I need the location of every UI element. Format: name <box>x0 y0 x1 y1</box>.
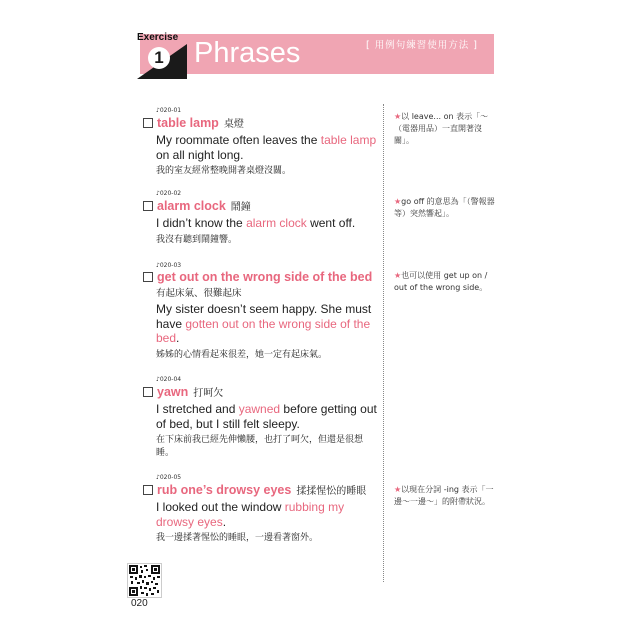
phrase-entry <box>143 376 379 459</box>
phrase-meaning: 桌燈 <box>223 119 244 130</box>
exercise-number: 1 <box>148 47 170 69</box>
phrase-meaning: 鬧鐘 <box>230 202 251 213</box>
phrase-entry <box>143 474 379 545</box>
qr-code-icon[interactable] <box>127 563 162 598</box>
example-sentence: I stretched and yawned before getting out of bed, but I still felt sleepy. <box>156 402 377 431</box>
example-sentence: I didn’t know the alarm clock went off. <box>156 216 356 230</box>
sentence-translation: 我一邊揉著惺忪的睡眼，一邊看著窗外。 <box>156 533 319 543</box>
side-note: ★也可以使用 get up on / out of the wrong side。 <box>394 271 488 292</box>
star-icon: ★ <box>394 271 402 280</box>
exercise-label: Exercise <box>137 32 179 43</box>
checkbox[interactable] <box>143 272 153 282</box>
audio-track-label: ♪020-01 <box>156 107 182 114</box>
sentence-translation: 姊姊的心情看起來很差，她一定有起床氣。 <box>156 349 328 360</box>
phrase-meaning: 有起床氣、很難起床 <box>156 288 242 299</box>
checkbox[interactable] <box>143 387 153 397</box>
side-note: ★go off 的意思為「（警報器等）突然響起」。 <box>394 197 495 218</box>
phrase-term: rub one’s drowsy eyes <box>157 482 292 497</box>
page-title: Phrases <box>194 37 301 69</box>
phrase-term: yawn <box>157 384 189 399</box>
highlighted-phrase: table lamp <box>320 133 377 147</box>
phrase-entry <box>143 262 379 361</box>
star-icon: ★ <box>394 485 402 494</box>
phrase-term: table lamp <box>157 115 219 130</box>
side-note: ★以現在分詞 -ing 表示「一邊～一邊～」的附帶狀況。 <box>394 485 494 506</box>
highlighted-phrase: gotten out on the wrong side of the bed <box>156 316 371 345</box>
checkbox[interactable] <box>143 485 153 495</box>
example-sentence: My sister doesn’t seem happy. She must have gotten out on the wrong side of the bed. <box>156 302 372 345</box>
highlighted-phrase: rubbing my drowsy eyes <box>156 500 345 529</box>
audio-track-label: ♪020-05 <box>156 474 182 481</box>
page-subtitle: [ 用例句練習使用方法 ] <box>366 40 478 51</box>
example-sentence: My roommate often leaves the table lamp on all night long. <box>156 133 377 162</box>
checkbox[interactable] <box>143 118 153 128</box>
sentence-translation: 我的室友經常整晚開著桌燈沒關。 <box>156 166 292 176</box>
audio-track-label: ♪020-02 <box>156 190 182 197</box>
side-note: ★以 leave... on 表示「～（電器用品）一直開著沒關」。 <box>394 112 489 145</box>
phrase-entry <box>143 190 379 246</box>
star-icon: ★ <box>394 112 402 121</box>
column-divider <box>383 104 384 582</box>
example-sentence: I looked out the window rubbing my drowsy eyes. <box>156 500 345 529</box>
page-number: 020 <box>131 598 148 609</box>
star-icon: ★ <box>394 197 402 206</box>
phrase-term: get out on the wrong side of the bed <box>157 270 373 284</box>
highlighted-phrase: alarm clock <box>246 216 307 230</box>
phrase-entry <box>143 107 379 178</box>
sentence-translation: 我沒有聽到鬧鐘響。 <box>156 234 238 245</box>
phrase-term: alarm clock <box>157 198 226 213</box>
highlighted-phrase: yawned <box>238 402 281 416</box>
checkbox[interactable] <box>143 201 153 211</box>
sentence-translation: 在下床前我已經先伸懶腰，也打了呵欠，但還是很想睡。 <box>156 435 364 458</box>
audio-track-label: ♪020-04 <box>156 376 182 383</box>
phrase-meaning: 揉揉惺忪的睡眼 <box>296 486 367 497</box>
phrase-meaning: 打呵欠 <box>193 388 224 399</box>
audio-track-label: ♪020-03 <box>156 262 182 269</box>
